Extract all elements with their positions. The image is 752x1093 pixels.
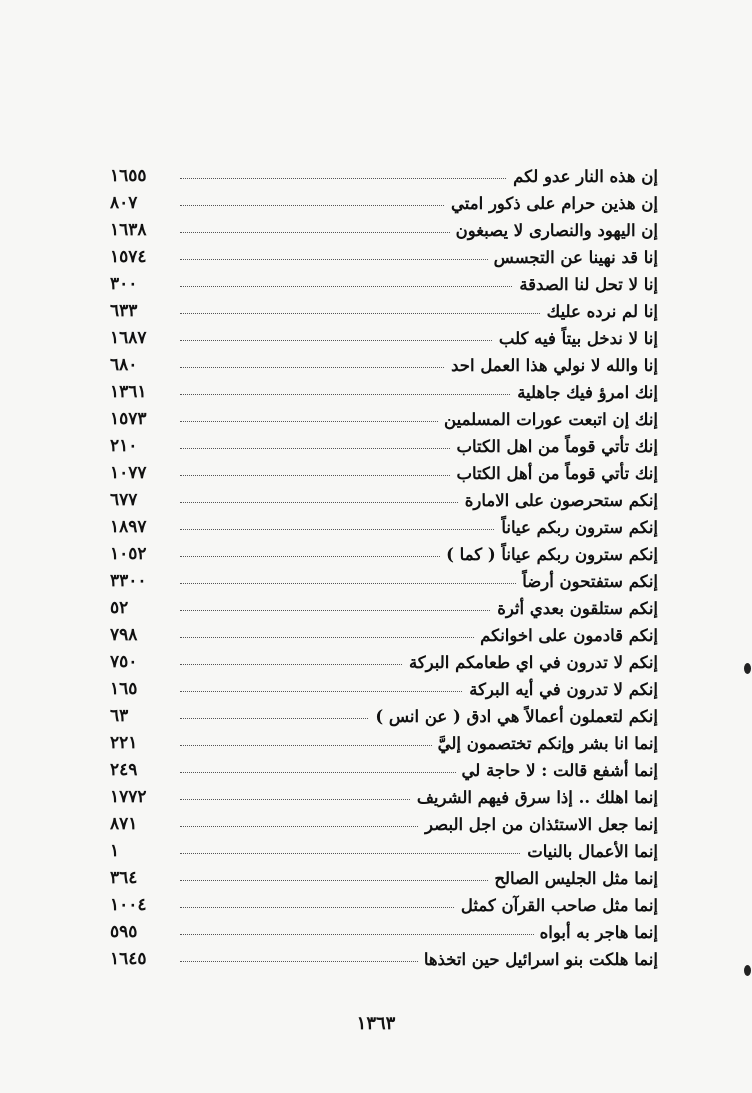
index-entry [110,568,658,595]
entry-text: إنا قد نهينا عن التجسس [488,244,658,271]
index-entry [110,595,658,622]
entry-text: إنما هاجر به أبواه [534,919,658,946]
entry-text: إن اليهود والنصارى لا يصبغون [450,217,658,244]
index-entry [110,757,658,784]
index-entry [110,622,658,649]
entry-page-number: ٢٤٩ [110,760,138,780]
entry-page-number: ١٠٠٤ [110,895,147,915]
entry-page-number: ١٥٧٣ [110,409,147,429]
index-entry [110,514,658,541]
entry-text: إنك تأتي قوماً من اهل الكتاب [451,433,659,460]
entry-page-number: ٦٣٣ [110,301,138,321]
index-entry [110,298,658,325]
index-entry [110,190,658,217]
entry-text: إنكم لا تدرون في أيه البركة [463,676,658,703]
index-entry [110,730,658,757]
entry-page-number: ٥٩٥ [110,922,138,942]
entry-page-number: ١٦٨٧ [110,328,147,348]
entry-text: إنما اهلك .. إذا سرق فيهم الشريف [411,784,658,811]
entry-page-number: ١٦٤٥ [110,949,147,969]
entry-text: إنما انا بشر وإنكم تختصمون إليَّ [432,730,658,757]
index-entry [110,703,658,730]
entry-page-number: ١٦٣٨ [110,220,147,240]
entry-text: إنكم ستحرصون على الامارة [459,487,658,514]
index-entry [110,946,658,973]
index-entry [110,676,658,703]
entry-text: إنكم سترون ربكم عياناً [495,514,658,541]
index-entry [110,487,658,514]
entry-text: إنا لم نرده عليك [541,298,658,325]
entry-text: إنكم قادمون على اخوانكم [474,622,658,649]
page-number-footer: ١٣٦٣ [356,1013,396,1034]
margin-mark [744,965,751,976]
entry-page-number: ١٠٧٧ [110,463,147,483]
index-entry [110,811,658,838]
index-entry [110,892,658,919]
index-entry [110,541,658,568]
entry-text: إنك إن اتبعت عورات المسلمين [438,406,658,433]
entry-text: إنا لا ندخل بيتاً فيه كلب [493,325,658,352]
entry-text: إن هذه النار عدو لكم [507,163,658,190]
entry-page-number: ٣٣٠٠ [110,571,147,591]
index-list [110,163,658,973]
entry-page-number: ١٣٦١ [110,382,147,402]
entry-page-number: ١ [110,841,120,861]
entry-page-number: ٣٦٤ [110,868,138,888]
entry-page-number: ١٦٥٥ [110,166,147,186]
index-entry [110,406,658,433]
entry-page-number: ٧٥٠ [110,652,138,672]
entry-page-number: ٦٨٠ [110,355,138,375]
entry-page-number: ١٦٥ [110,679,138,699]
entry-text: إنما هلكت بنو اسرائيل حين اتخذها [418,946,658,973]
index-entry [110,163,658,190]
entry-text: إنا لا تحل لنا الصدقة [513,271,658,298]
index-entry [110,244,658,271]
index-entry [110,379,658,406]
entry-page-number: ٨٠٧ [110,193,138,213]
index-entry [110,838,658,865]
entry-page-number: ١٧٧٢ [110,787,147,807]
entry-text: إنكم سترون ربكم عياناً ( كما ) [440,541,658,568]
entry-page-number: ٦٧٧ [110,490,138,510]
entry-text: إنما مثل صاحب القرآن كمثل [455,892,658,919]
entry-page-number: ١٥٧٤ [110,247,147,267]
entry-page-number: ٨٧١ [110,814,138,834]
entry-page-number: ١٨٩٧ [110,517,147,537]
index-entry [110,433,658,460]
entry-text: إنكم ستلقون بعدي أثرة [491,595,658,622]
entry-page-number: ٢٢١ [110,733,138,753]
index-entry [110,271,658,298]
entry-page-number: ٧٩٨ [110,625,138,645]
entry-page-number: ٣٠٠ [110,274,138,294]
entry-text: إنكم لا تدرون في اي طعامكم البركة [403,649,658,676]
entry-page-number: ٢١٠ [110,436,138,456]
entry-text: إنكم لتعملون أعمالاً هي ادق ( عن انس ) [369,703,658,730]
entry-page-number: ١٠٥٢ [110,544,147,564]
entry-text: إنما جعل الاستئذان من اجل البصر [419,811,658,838]
index-entry [110,325,658,352]
entry-text: إنما أشفع قالت : لا حاجة لي [456,757,658,784]
index-entry [110,460,658,487]
entry-page-number: ٥٢ [110,598,129,618]
index-entry [110,352,658,379]
margin-mark [744,663,751,674]
entry-page-number: ٦٣ [110,706,129,726]
entry-text: إنما مثل الجليس الصالح [488,865,658,892]
entry-text: إنما الأعمال بالنيات [521,838,658,865]
entry-text: إنكم ستفتحون أرضاً [516,568,658,595]
index-entry [110,649,658,676]
index-entry [110,217,658,244]
index-entry [110,865,658,892]
index-entry [110,919,658,946]
entry-text: إنا والله لا نولي هذا العمل احد [445,352,658,379]
entry-text: إن هذين حرام على ذكور امتي [445,190,658,217]
index-entry [110,784,658,811]
entry-text: إنك امرؤ فيك جاهلية [511,379,658,406]
entry-text: إنك تأتي قوماً من أهل الكتاب [451,460,659,487]
